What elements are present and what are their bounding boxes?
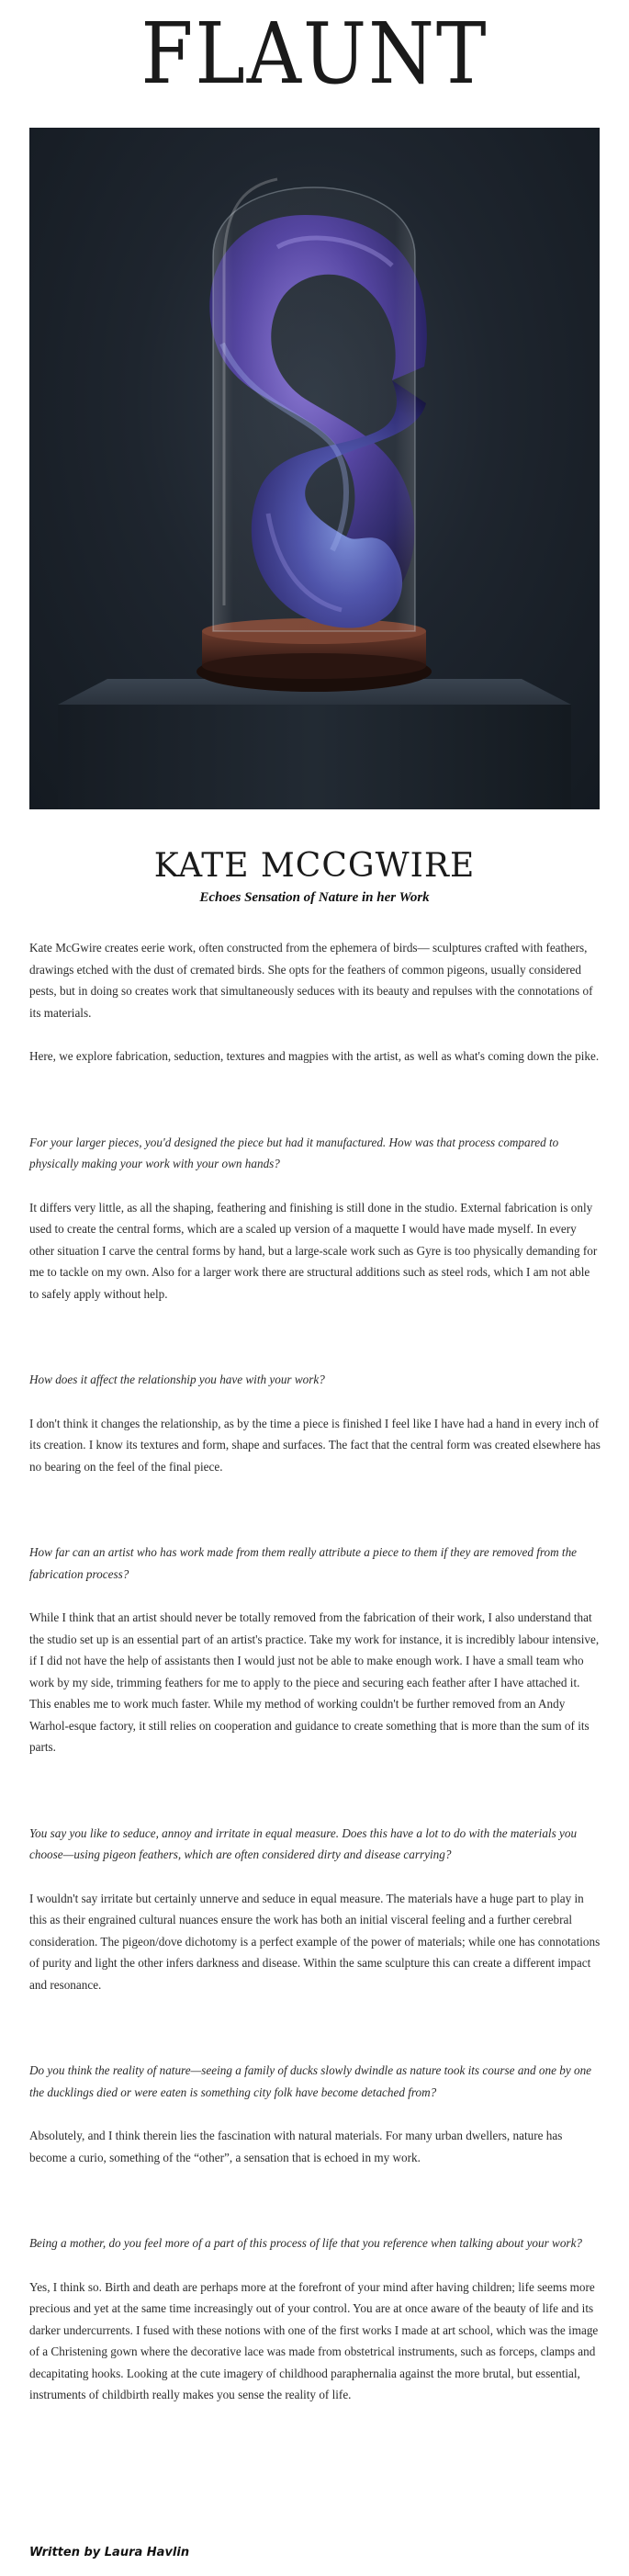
- interview-question: How does it affect the relationship you have with your work?: [29, 1373, 325, 1386]
- interview-answer: Yes, I think so. Birth and death are perhaps more at the forefront of your mind after having children; life seems more precious and yet at the same time increasingly out of your control. You are at once aware of the beauty of life and its darker undercurrents. I fused with these notions with one of the first works I made at art school, which was the image of a Christening gown where the decorative lace was made from obstetrical instruments, such as forceps, clamps and decapitating hooks. Looking at the cute imagery of childhood paraphernalia against the more brutal, but essential, instruments of childbirth really makes you sense the reality of life.: [29, 2279, 599, 2401]
- site-logo[interactable]: FLAUNT: [140, 6, 489, 104]
- interview-question: For your larger pieces, you'd designed the piece but had it manufactured. How was that process compared to physically making your work with your own hands?: [29, 1135, 559, 1170]
- intro-paragraph: Here, we explore fabrication, seduction, textures and magpies with the artist, as well as what's coming down the pike.: [29, 1049, 600, 1063]
- intro-paragraph: Kate McGwire creates eerie work, often constructed from the ephemera of birds— sculptures crafted with feathers, drawings etched with the dust of cremated birds. She opts for the feathers of common pigeons, usually considered pests, but in doing so creates work that simultaneously seduces with its beauty and repulses with the connotations of its materials.: [29, 941, 593, 1020]
- author-byline: Written by Laura Havlin: [29, 2546, 190, 2559]
- interview-answer: Absolutely, and I think therein lies the fascination with natural materials. For many urban dwellers, nature has become a curio, something of the “other”, a sensation that is echoed in my work.: [29, 2129, 563, 2164]
- interview-answer: I don't think it changes the relationship, as by the time a piece is finished I feel like I have had a hand in every inch of its creation. I know its textures and form, shape and surfaces. The fact that the central form was created elsewhere has no bearing on the feel of the final piece.: [29, 1416, 601, 1474]
- hero-image: [29, 128, 600, 809]
- interview-question: How far can an artist who has work made from them really attribute a piece to them if they are removed from the fabrication process?: [29, 1545, 578, 1581]
- interview-question: Being a mother, do you feel more of a part of this process of life that you reference when talking about your work?: [29, 2236, 583, 2250]
- interview-question: You say you like to seduce, annoy and irritate in equal measure. Does this have a lot to do with the materials you choose—using pigeon feathers, which are often considered dirty and disease carrying?: [29, 1825, 578, 1861]
- plinth-front: [58, 705, 571, 809]
- interview-answer: While I think that an artist should never be totally removed from the fabrication of their work, I also understand that the studio set up is an essential part of an artist's practice. Take my work for instance, it is incredibly labour intensive, if I did not have the help of assistants then I would just not be able to make enough work. I have a small team who work by my side, trimming feathers for me to apply to the piece and securing each feather after I have attached it. This enables me to work much faster. While my method of working couldn't be further removed from an Andy Warhol-esque factory, it still relies on cooperation and guidance to create something that is more than the sum of its parts.: [29, 1610, 600, 1754]
- article-subtitle: Echoes Sensation of Nature in her Work: [199, 890, 430, 905]
- interview-answer: I wouldn't say irritate but certainly unnerve and seduce in equal measure. The materials have a huge part to play in this as their engrained cultural nuances ensure the work has both an initial visceral feeling and a further cerebral consideration. The pigeon/dove dichotomy is a perfect example of the power of materials; while one has connotations of purity and light the other infers darkness and disease. Within the same sculpture this can create a different impact and resonance.: [29, 1891, 601, 1992]
- article-title: KATE MCCGWIRE: [153, 847, 476, 885]
- sculpture-image: [29, 128, 600, 809]
- glass-dome: [213, 187, 415, 631]
- interview-answer: It differs very little, as all the shaping, feathering and finishing is still done in the studio. External fabrication is only used to create the central forms, which are a scaled up version of a maquette I would have made myself. In every other situation I carve the central forms by hand, but a large-scale work such as Gyre is too physically demanding for me to tackle on my own. Also for a larger work there are structural additions such as steel rods, which I am not able to safely apply without help.: [29, 1200, 598, 1301]
- article-body: [29, 930, 601, 2406]
- interview-question: Do you think the reality of nature—seeing a family of ducks slowly dwindle as nature took its course and one by one the ducklings died or were eaten is something city folk have become detached from?: [29, 2063, 592, 2099]
